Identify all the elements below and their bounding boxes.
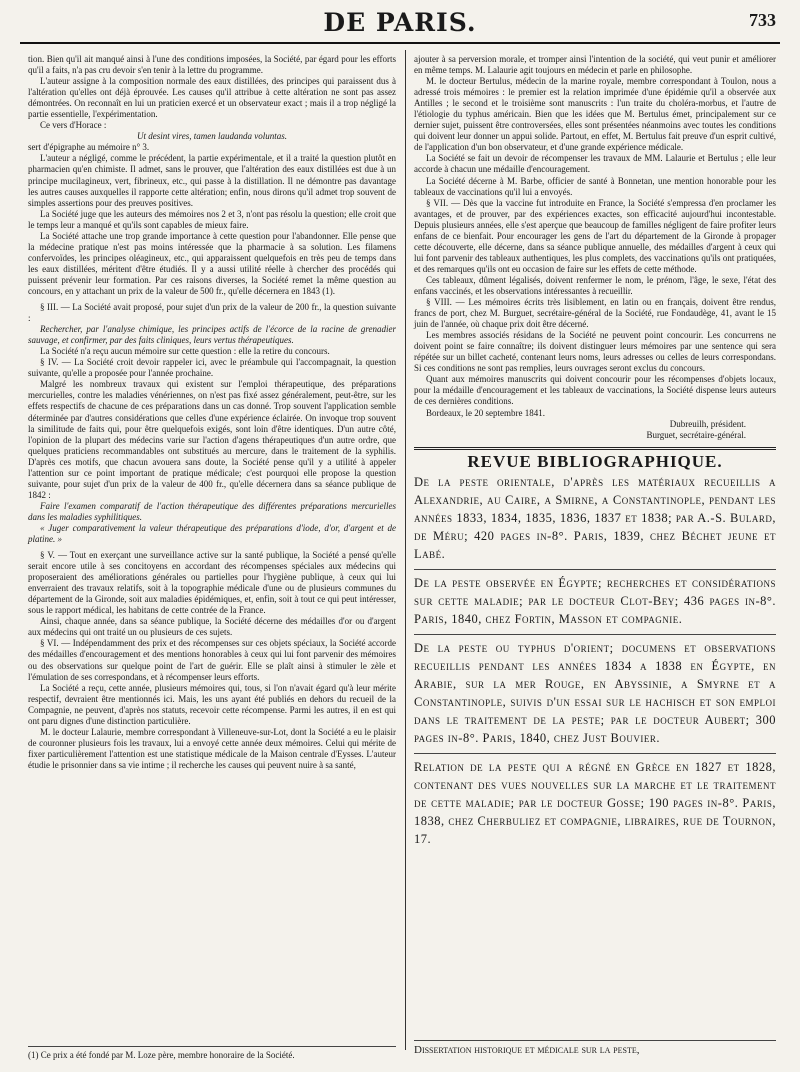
page-header: [20, 6, 780, 44]
header-rule: [20, 42, 780, 44]
paragraph: L'auteur assigne à la composition normale des eaux distillées, des principes qui paraissent dus à l'altération qu'elles ont déjà éprouvée. Les causes qu'il attribue à cette altération ne sont pas assez démontrées. On reconnaît en lui un praticien exercé et un observateur exact ; mais il a trop négligé la partie essentielle, l'expérimentation.: [28, 76, 396, 120]
paragraph: Quant aux mémoires manuscrits qui doivent concourir pour les récompenses d'objets locaux, pour la médaille d'encouragement et les tableaux de vaccinations, la Société dispense leurs auteurs de ces dernières conditions.: [414, 374, 776, 407]
paragraph: La Société a reçu, cette année, plusieurs mémoires qui, tous, si l'on n'avait égard qu'à leur mérite respectif, devraient être mentionnés ici. Mais, les uns ayant été publiés en dehors du recueil de la Compagnie, ne peuvent, d'après nos statuts, recevoir cette récompense. Parmi les autres, il en est qui ont paru dignes d'une distinction particulière.: [28, 682, 396, 726]
page-number: 733: [749, 10, 776, 30]
dateline: Bordeaux, le 20 septembre 1841.: [426, 407, 545, 418]
signature-secretary: Burguet, secrétaire-général.: [646, 429, 746, 440]
paragraph: La Société décerne à M. Barbe, officier de santé à Bonnetan, une mention honorable pour les tableaux de vaccinations qu'il lui a envoyés.: [414, 175, 776, 197]
entry-text: Relation de la peste qui a régné en Grèce en 1827 et 1828, contenant des vues nouvelles sur la marche et le traitement de cette maladie; par le docteur Gosse; 190 pages in-8°. Paris, 1838, chez Cherbuliez et compagnie, libraires, rue de Tournon, 17.: [414, 759, 776, 846]
section-heading: § III. — La Société avait proposé, pour sujet d'un prix de la valeur de 200 fr., la question suivante :: [28, 302, 396, 324]
bibliography-entry: [414, 639, 776, 747]
paragraph: Les membres associés résidans de la Société ne peuvent point concourir. Les concurrens ne doivent point se faire connaître; ils doivent distinguer leurs mémoires par une sentence qui sera répétée sur un billet cacheté, contenant leurs noms, leurs adresses ou celles de leurs correspondans. Si ces conditions ne sont pas remplies, leurs ouvrages seront exclus du concours.: [414, 330, 776, 374]
paragraph: La Société se fait un devoir de récompenser les travaux de MM. Lalaurie et Bertulus ; elle leur accorde à chacun une médaille d'encouragement.: [414, 153, 776, 175]
entry-divider: [414, 634, 776, 635]
section-heading: § VIII. — Les mémoires écrits très lisiblement, en latin ou en français, doivent être rendus, francs de port, chez M. Burguet, secrétaire-général de la Société, rue Fondaudège, 41, avant le 15 juin de l'année, où chaque prix doit être décerné.: [414, 297, 776, 330]
paragraph: Ce vers d'Horace :: [40, 120, 107, 131]
paragraph: La Société juge que les auteurs des mémoires nos 2 et 3, n'ont pas résolu la question; elle croit que le temps leur a manqué et qu'ils sont capables de mieux faire.: [28, 208, 396, 230]
prize-question: Faire l'examen comparatif de l'action thérapeutique des différentes préparations mercurielles dans les maladies syphilitiques.: [28, 500, 396, 522]
entry-text: De la peste observée en Égypte; recherches et considérations sur cette maladie; par le docteur Clot-Bey; 436 pages in-8°. Paris, 1840, chez Fortin, Masson et compagnie.: [414, 575, 776, 626]
paragraph: M. le docteur Bertulus, médecin de la marine royale, membre correspondant à Toulon, nous a adressé trois mémoires : le premier est la relation imprimée d'une épidémie qu'il a observée aux Antilles ; le second et le troisième sont manuscrits : l'un traite du choléra-morbus, et l'autre de l'étiologie du typhus américain. Bien que les idées que M. Bertulus émet, principalement sur ce dernier sujet, puissent être controversées, elles sont présentées néanmoins avec toutes les conditions qui doivent leur donner un appui solide. Partout, en effet, M. Bertulus fait preuve d'un esprit cultivé, de l'application d'un bon observateur, et d'une grande expérience médicale.: [414, 76, 776, 153]
paragraph: Malgré les nombreux travaux qui existent sur l'emploi thérapeutique, des préparations mercurielles, contre les maladies vénériennes, on n'est pas fixé assez généralement, peut-être, sur les effets respectifs de chacune de ces préparations dans un cas donné. Trop souvent l'application semble déterminée par d'autres considérations que celles d'une expérience éclairée. On invoque trop souvent la similitude de faits qui, pour être quelquefois exigés, sont loin d'être identiques. D'un autre côté, l'opinion de la plupart des médecins varie sur l'action d'agens thérapeutiques d'un autre ordre, que quelques praticiens recommandables ont substitués au mercure, dans le traitement de la syphilis. D'après ces motifs, que chacun avouera sans doute, la Société pense qu'il y a utilité à appeler l'attention sur ce point important de pratique médicale; c'est pourquoi elle propose la question suivante, pour sujet d'un prix de la valeur de 400 fr., qu'elle décernera dans sa séance publique de 1842 :: [28, 379, 396, 500]
section-heading: § IV. — La Société croit devoir rappeler ici, avec le préambule qui l'accompagnait, la question suivante, qu'elle a proposée pour l'année prochaine.: [28, 357, 396, 379]
journal-title: DE PARIS.: [323, 8, 477, 37]
bibliography-entry: [414, 473, 776, 563]
entry-text: De la peste ou typhus d'orient; documens et observations recueillis pendant les années 1834 a 1838 en Égypte, en Arabie, sur la mer Rouge, en Abyssinie, a Smyrne et a Constantinople, suivis d'un essai sur le hachisch et son emploi dans le traitement de la peste; par le docteur Aubert; 300 pages in-8°. Paris, 1840, chez Just Bouvier.: [414, 640, 776, 745]
left-column: [28, 54, 396, 771]
entry-text: De la peste orientale, d'après les matériaux recueillis a Alexandrie, au Caire, a Smirne, a Constantinople, pendant les années 1833, 1834, 1835, 1836, 1837 et 1838; par A.-S. Bulard, de Méru; 420 pages in-8°. Paris, 1839, chez Béchet jeune et Labé.: [414, 474, 776, 561]
paragraph: La Société attache une trop grande importance à cette question pour l'abandonner. Elle pense que la médecine pratique n'est pas moins intéressée que la pharmacie à sa solution. Les filamens confervoïdes, les principes oléagineux, etc., qui apparaissent quelquefois en très peu de temps dans les eaux distillées, méritent d'être étudiés. Il y a aussi utilité réelle à chercher des procédés qui puissent prévenir leur formation. Par ces raisons diverses, la Société remet la même question au concours, en y attachant un prix de la valeur de 500 fr., qu'elle décernera en 1843 (1).: [28, 230, 396, 296]
section-heading: § VI. — Indépendamment des prix et des récompenses sur ces objets spéciaux, la Société accorde des médailles d'encouragement et des mentions honorables à ceux qui lui font parvenir des mémoires ou des observations sur quelque point de l'art de guérir. Elle se plaît ainsi à stimuler le zèle et l'émulation de ses correspondans, et à récompenser leurs efforts.: [28, 638, 396, 682]
signature-president: Dubreuilh, président.: [669, 418, 746, 429]
prize-question: « Juger comparativement la valeur thérapeutique des préparations d'iode, d'or, d'argent et de platine. »: [28, 522, 396, 545]
bibliography-entry: [414, 574, 776, 628]
bibliography-entry: [414, 758, 776, 848]
entry-divider: [414, 753, 776, 754]
column-divider: [405, 50, 406, 1050]
paragraph: La Société n'a reçu aucun mémoire sur cette question : elle la retire du concours.: [40, 346, 330, 357]
paragraph: Ainsi, chaque année, dans sa séance publique, la Société décerne des médailles d'or ou d'argent aux médecins qui ont traité un ou plusieurs de ces sujets.: [28, 616, 396, 638]
entry-divider: [414, 569, 776, 570]
prize-question: Rechercher, par l'analyse chimique, les principes actifs de l'écorce de la racine de grenadier sauvage, et confirmer, par des faits cliniques, leurs vertus thérapeutiques.: [28, 324, 396, 346]
paragraph: tion. Bien qu'il ait manqué ainsi à l'une des conditions imposées, la Société, par égard pour les efforts qu'il a faits, n'a pas cru devoir s'en tenir à la lettre du programme.: [28, 54, 396, 76]
section-heading: § V. — Tout en exerçant une surveillance active sur la santé publique, la Société a pensé qu'elle serait encore utile à ses concitoyens en accordant des récompenses spéciales aux médecins qui proposeraient des améliorations générales ou partielles pour l'hygiène publique, à ceux qui lui enverraient des travaux relatifs, soit à la topographie médicale d'une ou de plusieurs communes du département de la Gironde, soit aux maladies épidémiques, et, enfin, soit à tout ce qui peut intéresser, sous le rapport médical, les habitans de cette contrée de la France.: [28, 550, 396, 616]
section-heading: § VII. — Dès que la vaccine fut introduite en France, la Société s'empressa d'en proclamer les avantages, et de prouver, par des expériences exactes, son efficacité aujourd'hui incontestable. Depuis plusieurs années, elle s'est aperçue que beaucoup de familles négligent de faire profiter leurs enfans de ce bienfait. Pour encourager les gens de l'art du département de la Gironde à propager cette découverte, elle décerne, dans sa séance publique annuelle, des médailles d'argent à ceux qui lui font parvenir des tableaux authentiques, les plus complets, des vaccinations qu'ils ont pratiquées, et des remarques qu'ils ont eu occasion de faire sur les effets de cette méthode.: [414, 197, 776, 274]
paragraph: L'auteur a négligé, comme le précédent, la partie expérimentale, et il a traité la question plutôt en pharmacien qu'en chimiste. Il admet, sans le prouver, que l'altération des eaux distillées est due à un principe mucilagineux, vert, fibrineux, etc., qui passe à la distillation. Il ne démontre pas davantage les autres causes auxquelles il rapporte cette altération; enfin, nous dirons qu'il admet trop souvent de simples assertions pour des preuves positives.: [28, 153, 396, 208]
right-column: [414, 54, 776, 854]
paragraph: Ces tableaux, dûment légalisés, doivent renfermer le nom, le prénom, l'âge, le sexe, l'état des enfans vaccinés, et les observations intéressantes à recueillir.: [414, 274, 776, 296]
footnote: (1) Ce prix a été fondé par M. Loze père, membre honoraire de la Société.: [28, 1046, 396, 1060]
epigraph-quote: Ut desint vires, tamen laudanda voluntas.: [137, 131, 287, 142]
bibliography-entry-continued: Dissertation historique et médicale sur la peste,: [414, 1040, 776, 1056]
paragraph: sert d'épigraphe au mémoire n° 3.: [28, 142, 150, 153]
review-title: REVUE BIBLIOGRAPHIQUE.: [467, 451, 723, 471]
paragraph: ajouter à sa perversion morale, et tromper ainsi l'intention de la société, qui veut punir et améliorer en même temps. M. Lalaurie agit toujours en médecin et parle en philosophe.: [414, 54, 776, 76]
section-rule: [414, 447, 776, 450]
paragraph: M. le docteur Lalaurie, membre correspondant à Villeneuve-sur-Lot, dont la Société a eu le plaisir de couronner plusieurs fois les travaux, lui a envoyé cette année deux mémoires. Celui qui mérite de fixer particulièrement l'attention est une statistique médicale de la Maison centrale d'Eysses. L'auteur étudie le prisonnier dans sa vie intime ; il recherche les causes qui peuvent nuire à sa santé,: [28, 726, 396, 770]
